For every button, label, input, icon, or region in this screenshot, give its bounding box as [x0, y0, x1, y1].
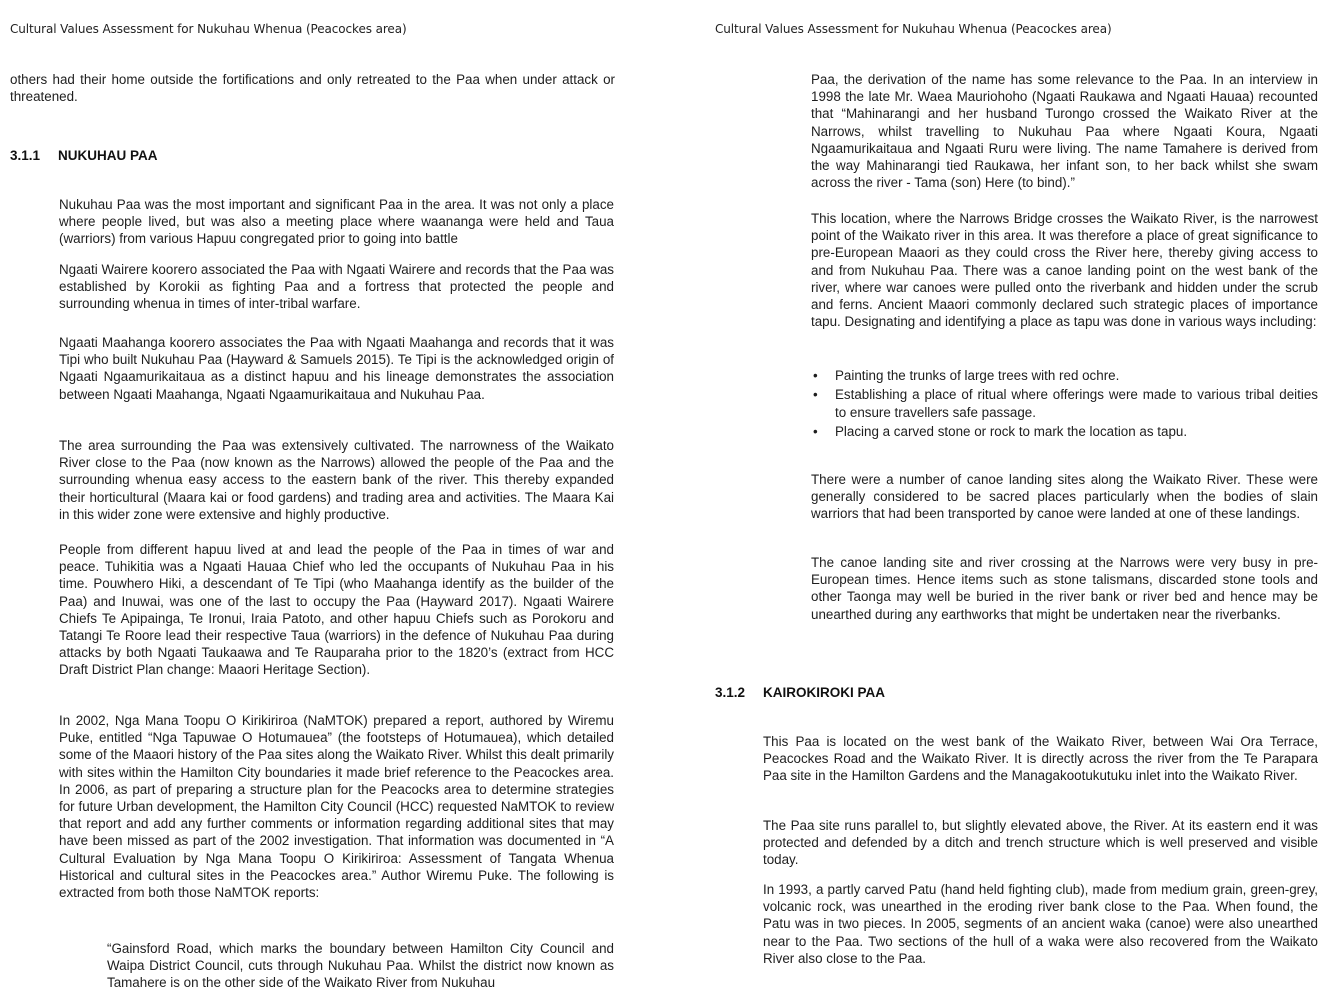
paragraph: There were a number of canoe landing sites along the Waikato River. These were generally considered to be sacred places particularly when the bodies of slain warriors that had been transported by canoe were landed at one of these landings.	[811, 472, 1318, 522]
page-header: Cultural Values Assessment for Nukuhau Whenua (Peacockes area)	[10, 22, 407, 36]
section-number: 3.1.1	[10, 148, 41, 163]
paragraph: People from different hapuu lived at and lead the people of the Paa in times of war and peace. Tuhikitia was a Ngaati Hauaa Chief who led the occupants of Nukuhau Paa in his time. Pouwhero Hiki, a descendant of Te Tipi (who Maahanga identify as the builder of the Paa) and Inuwai, was one of the last to occupy the Paa (Hayward 2017). Ngaati Wairere Chiefs Te Apipainga, Te Ironui, Iraia Patoto, and other hapuu Chiefs such as Porokoru and Tatangi Te Roore lead their respective Taua (warriors) in the defence of Nukuhau Paa during attacks by both Ngaati Taukaawa and Te Rauparaha prior to the 1820’s (extract from HCC Draft District Plan change: Maaori Heritage Section).	[59, 542, 614, 678]
paragraph: Ngaati Wairere koorero associated the Paa with Ngaati Wairere and records that the Paa was established by Korokii as fighting Paa and a fortress that protected the people and surrounding whenua in times of inter-tribal warfare.	[59, 262, 614, 312]
bullet-icon: •	[813, 368, 818, 383]
list-item: • Establishing a place of ritual where offerings were made to various tribal deities to ensure travellers safe passage.	[813, 387, 1318, 420]
bullet-icon: •	[813, 424, 818, 440]
block-quote: “Gainsford Road, which marks the boundary between Hamilton City Council and Waipa District Council, cuts through Nukuhau Paa. Whilst the district now known as Tamahere is on the other side of the Waikato River from Nukuhau	[107, 941, 614, 991]
section-title: NUKUHAU PAA	[58, 148, 158, 163]
paragraph: In 2002, Nga Mana Toopu O Kirikiriroa (NaMTOK) prepared a report, authored by Wiremu Puke, entitled “Nga Tapuwae O Hotumauea” (the footsteps of Hotumauea), which detailed some of the Maaori history of the Paa sites along the Waikato River. Whilst this dealt primarily with sites within the Hamilton City boundaries it made brief reference to the Peacockes area. In 2006, as part of preparing a structure plan for the Peacocks area to determine strategies for future Urban development, the Hamilton City Council (HCC) requested NaMTOK to review that report and add any further comments or information regarding additional sites that may have been missed as part of the 2002 investigation. That information was documented in “A Cultural Evaluation by Nga Mana Toopu O Kirikiriroa: Assessment of Tangata Whenua Historical and cultural sites in the Peacockes area.” Author Wiremu Puke. The following is extracted from both those NaMTOK reports:	[59, 713, 614, 901]
paragraph: The Paa site runs parallel to, but slightly elevated above, the River. At its eastern end it was protected and defended by a ditch and trench structure which is well preserved and visible today.	[763, 818, 1318, 868]
tapu-methods-list	[811, 367, 1318, 443]
paragraph: In 1993, a partly carved Patu (hand held fighting club), made from medium grain, green-grey, volcanic rock, was unearthed in the eroding river bank close to the Paa. When found, the Patu was in two pieces. In 2005, segments of an ancient waka (canoe) were also unearthed near to the Paa. Two sections of the hull of a waka were also recovered from the Waikato River also close to the Paa.	[763, 882, 1318, 966]
paragraph: This Paa is located on the west bank of the Waikato River, between Wai Ora Terrace, Peacockes Road and the Waikato River. It is directly across the river from the Te Parapara Paa site in the Hamilton Gardens and the Managakootukutuku inlet into the Waikato River.	[763, 734, 1318, 784]
section-heading-3-1-2	[715, 685, 885, 700]
list-item: • Painting the trunks of large trees with red ochre.	[813, 368, 1120, 383]
section-heading-3-1-1	[10, 148, 158, 163]
left-page	[0, 0, 660, 1008]
paragraph: Ngaati Maahanga koorero associates the Paa with Ngaati Maahanga and records that it was Tipi who built Nukuhau Paa (Hayward & Samuels 2015). Te Tipi is the acknowledged origin of Ngaati Ngaamurikaitaua as a distinct hapuu and his lineage demonstrates the association between Ngaati Maahanga, Ngaati Ngaamurikaitaua and Nukuhau Paa.	[59, 335, 614, 402]
section-number: 3.1.2	[715, 685, 746, 700]
paragraph: The area surrounding the Paa was extensively cultivated. The narrowness of the Waikato River close to the Paa (now known as the Narrows) allowed the people of the Paa and the surrounding whenua easy access to the eastern bank of the river. This thereby expanded their horticultural (Maara kai or food gardens) and trading area and activities. The Maara Kai in this wider zone were extensive and highly productive.	[59, 438, 614, 522]
list-item: • Placing a carved stone or rock to mark the location as tapu.	[813, 424, 1188, 440]
section-title: KAIROKIROKI PAA	[763, 685, 886, 700]
paragraph: This location, where the Narrows Bridge crosses the Waikato River, is the narrowest point of the Waikato river in this area. It was therefore a place of great significance to pre-European Maaori as they could cross the River here, thereby giving access to and from Nukuhau Paa. There was a canoe landing point on the west bank of the river, where war canoes were pulled onto the riverbank and hidden under the scrub and ferns. Ancient Maaori commonly declared such strategic places of importance tapu. Designating and identifying a place as tapu was done in various ways including:	[811, 211, 1318, 330]
page-header: Cultural Values Assessment for Nukuhau Whenua (Peacockes area)	[715, 22, 1112, 36]
bullet-icon: •	[813, 387, 818, 403]
paragraph: The canoe landing site and river crossing at the Narrows were very busy in pre-European times. Hence items such as stone talismans, discarded stone tools and other Taonga may well be buried in the river bank or river bed and hence may be unearthed during any earthworks that might be undertaken near the riverbanks.	[811, 555, 1318, 622]
right-page	[672, 0, 1344, 1008]
intro-paragraph: others had their home outside the fortifications and only retreated to the Paa when under attack or threatened.	[10, 72, 615, 105]
paragraph: Nukuhau Paa was the most important and significant Paa in the area. It was not only a place where people lived, but was also a meeting place where waananga were held and Taua (warriors) from various Hapuu congregated prior to going into battle	[59, 197, 614, 247]
block-quote-continued: Paa, the derivation of the name has some relevance to the Paa. In an interview in 1998 the late Mr. Waea Mauriohoho (Ngaati Raukawa and Ngaati Hauaa) recounted that “Mahinarangi and her husband Turongo crossed the Waikato River at the Narrows, whilst travelling to Nukuhau Paa where Ngaati Koura, Ngaati Ngaamurikaitaua and Ngaati Ruru were living. The name Tamahere is derived from the way Mahinarangi tied Raukawa, her infant son, to her back whilst she swam across the river - Tama (son) Here (to bind).”	[811, 72, 1318, 191]
